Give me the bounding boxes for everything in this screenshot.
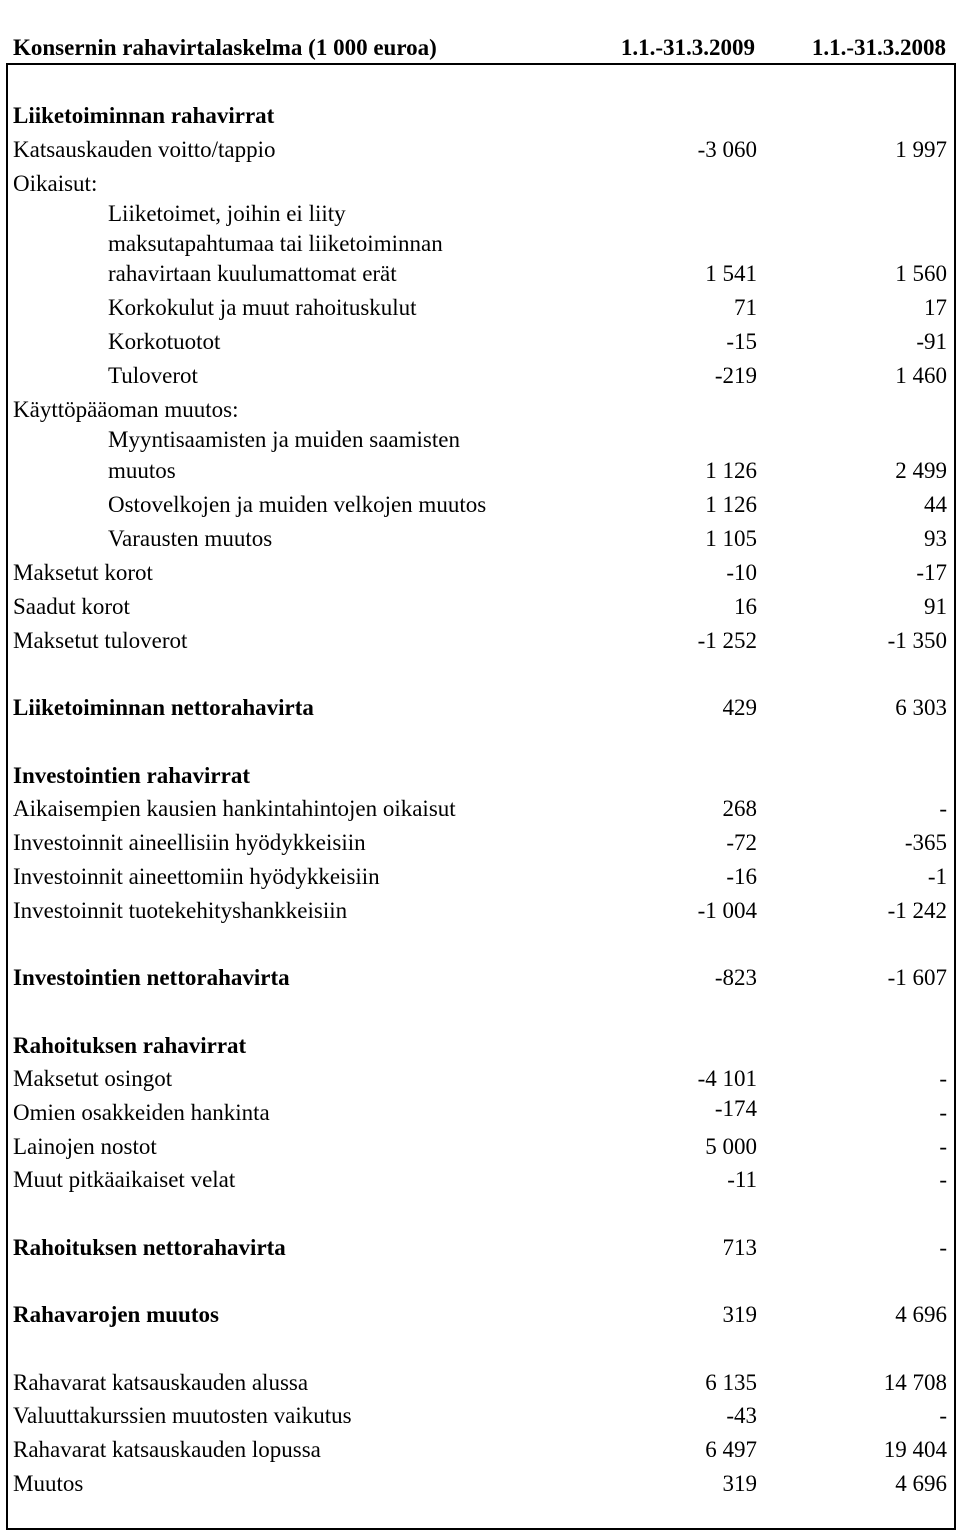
value-2009: -1 252 xyxy=(697,628,757,653)
value-2009: 319 xyxy=(722,1471,757,1496)
value-2009: 1 126 xyxy=(705,458,757,483)
table-header xyxy=(0,33,960,63)
row-label: Varausten muutos xyxy=(108,526,273,551)
value-2009: 1 126 xyxy=(705,492,757,517)
value-2009: -174 xyxy=(714,1096,757,1121)
value-2008: -17 xyxy=(916,560,947,585)
table-row-interest-paid xyxy=(0,558,960,588)
value-2008: - xyxy=(939,796,947,821)
subheading-working-capital xyxy=(0,395,960,425)
row-label: Tuloverot xyxy=(108,363,198,388)
value-2008: -1 350 xyxy=(887,628,947,653)
row-label: Ostovelkojen ja muiden velkojen muutos xyxy=(108,492,487,517)
value-2009: -3 060 xyxy=(697,137,757,162)
table-row-cash-beginning xyxy=(0,1368,960,1398)
value-2008: 17 xyxy=(924,295,947,320)
row-label: Omien osakkeiden hankinta xyxy=(13,1100,270,1125)
row-label: Muut pitkäaikaiset velat xyxy=(13,1167,236,1192)
table-row-tangible xyxy=(0,828,960,858)
table-row-interest-income xyxy=(0,327,960,357)
table-row-loans xyxy=(0,1132,960,1162)
value-2008: 44 xyxy=(924,492,947,517)
value-2009: -823 xyxy=(714,965,757,990)
row-label: Käyttöpääoman muutos: xyxy=(13,397,239,422)
value-2008: 91 xyxy=(924,594,947,619)
value-2009: 5 000 xyxy=(705,1134,757,1159)
row-label: rahavirtaan kuulumattomat erät xyxy=(108,261,397,286)
table-row-change-total xyxy=(0,1469,960,1499)
row-label: Investoinnit tuotekehityshankkeisiin xyxy=(13,898,348,923)
row-label: Rahoituksen nettorahavirta xyxy=(13,1235,286,1260)
value-2009: -16 xyxy=(726,864,757,889)
value-2008: 1 460 xyxy=(895,363,947,388)
table-row-own-shares xyxy=(0,1098,960,1128)
value-2009: 71 xyxy=(734,295,757,320)
value-2009: 429 xyxy=(722,695,757,720)
table-row-intangible xyxy=(0,862,960,892)
row-label: Investointien nettorahavirta xyxy=(13,965,290,990)
table-row-cash-change xyxy=(0,1300,960,1330)
row-label: Muutos xyxy=(13,1471,84,1496)
subheading-adjustments xyxy=(0,169,960,199)
table-row-taxes-paid xyxy=(0,626,960,656)
section-heading-operating xyxy=(0,101,960,131)
row-label: Liiketoiminnan nettorahavirta xyxy=(13,695,314,720)
column-header-2009: 1.1.-31.3.2009 xyxy=(620,35,755,60)
value-2009: 6 135 xyxy=(705,1370,757,1395)
row-label: muutos xyxy=(108,458,176,483)
value-2009: 16 xyxy=(734,594,757,619)
table-row-payables xyxy=(0,490,960,520)
row-label: Investoinnit aineettomiin hyödykkeisiin xyxy=(13,864,380,889)
row-label: Saadut korot xyxy=(13,594,130,619)
section-heading-financing xyxy=(0,1031,960,1061)
row-label: Maksetut osingot xyxy=(13,1066,173,1091)
value-2008: 4 696 xyxy=(895,1471,947,1496)
row-label: Korkotuotot xyxy=(108,329,221,354)
column-header-2008: 1.1.-31.3.2008 xyxy=(811,35,946,60)
row-label: Myyntisaamisten ja muiden saamisten xyxy=(108,427,460,452)
value-2009: -15 xyxy=(726,329,757,354)
value-2008: -1 242 xyxy=(887,898,947,923)
table-row-price-adjustments xyxy=(0,794,960,824)
value-2009: -11 xyxy=(727,1167,757,1192)
value-2008: 1 997 xyxy=(895,137,947,162)
value-2008: 6 303 xyxy=(895,695,947,720)
value-2009: 319 xyxy=(722,1302,757,1327)
section-heading-investing xyxy=(0,761,960,791)
table-title: Konsernin rahavirtalaskelma (1 000 euroa) xyxy=(13,35,437,60)
table-row-dividends xyxy=(0,1064,960,1094)
value-2009: 1 105 xyxy=(705,526,757,551)
row-label: Investoinnit aineellisiin hyödykkeisiin xyxy=(13,830,366,855)
section-heading: Liiketoiminnan rahavirrat xyxy=(13,103,275,128)
table-row-receivables xyxy=(0,456,960,486)
value-2008: 1 560 xyxy=(895,261,947,286)
value-2008: - xyxy=(939,1100,947,1125)
value-2009: 1 541 xyxy=(705,261,757,286)
table-row-income-taxes xyxy=(0,361,960,391)
value-2008: 14 708 xyxy=(883,1370,947,1395)
row-label: maksutapahtumaa tai liiketoiminnan xyxy=(108,231,443,256)
row-label: Aikaisempien kausien hankintahintojen oikaisut xyxy=(13,796,456,821)
section-heading: Investointien rahavirrat xyxy=(13,763,251,788)
row-label: Maksetut korot xyxy=(13,560,153,585)
value-2009: -4 101 xyxy=(697,1066,757,1091)
row-label: Liiketoimet, joihin ei liity xyxy=(108,201,346,226)
value-2008: -1 xyxy=(927,864,947,889)
table-row-noncash-line1 xyxy=(0,199,960,229)
table-row-interest-expenses xyxy=(0,293,960,323)
row-label: Lainojen nostot xyxy=(13,1134,157,1159)
row-label: Maksetut tuloverot xyxy=(13,628,188,653)
value-2008: - xyxy=(939,1134,947,1159)
table-row-receivables-line1 xyxy=(0,425,960,455)
table-row-noncash xyxy=(0,259,960,289)
value-2008: 93 xyxy=(924,526,947,551)
table-row-operating-net xyxy=(0,693,960,723)
table-row-financing-net xyxy=(0,1233,960,1263)
value-2008: -1 607 xyxy=(887,965,947,990)
table-row-fx xyxy=(0,1401,960,1431)
value-2009: 713 xyxy=(722,1235,757,1260)
table-row-interest-received xyxy=(0,592,960,622)
table-row-investing-net xyxy=(0,963,960,993)
table-row-rnd xyxy=(0,896,960,926)
row-label: Korkokulut ja muut rahoituskulut xyxy=(108,295,417,320)
value-2008: -365 xyxy=(904,830,947,855)
table-row-cash-end xyxy=(0,1435,960,1465)
value-2009: -43 xyxy=(726,1403,757,1428)
value-2008: -91 xyxy=(916,329,947,354)
table-row-other-lt xyxy=(0,1165,960,1195)
value-2009: 6 497 xyxy=(705,1437,757,1462)
value-2008: - xyxy=(939,1403,947,1428)
row-label: Oikaisut: xyxy=(13,171,98,196)
table-row-provisions xyxy=(0,524,960,554)
value-2008: 19 404 xyxy=(883,1437,947,1462)
row-label: Katsauskauden voitto/tappio xyxy=(13,137,276,162)
value-2008: - xyxy=(939,1235,947,1260)
value-2008: 4 696 xyxy=(895,1302,947,1327)
value-2008: - xyxy=(939,1167,947,1192)
value-2009: -72 xyxy=(726,830,757,855)
value-2008: - xyxy=(939,1066,947,1091)
row-label: Rahavarat katsauskauden alussa xyxy=(13,1370,309,1395)
value-2009: -1 004 xyxy=(697,898,757,923)
row-label: Rahavarat katsauskauden lopussa xyxy=(13,1437,321,1462)
value-2009: -219 xyxy=(714,363,757,388)
row-label: Valuuttakurssien muutosten vaikutus xyxy=(13,1403,352,1428)
section-heading: Rahoituksen rahavirrat xyxy=(13,1033,247,1058)
value-2009: 268 xyxy=(722,796,757,821)
table-row-noncash-line2 xyxy=(0,229,960,259)
table-row-profit xyxy=(0,135,960,165)
row-label: Rahavarojen muutos xyxy=(13,1302,219,1327)
value-2008: 2 499 xyxy=(895,458,947,483)
value-2009: -10 xyxy=(726,560,757,585)
